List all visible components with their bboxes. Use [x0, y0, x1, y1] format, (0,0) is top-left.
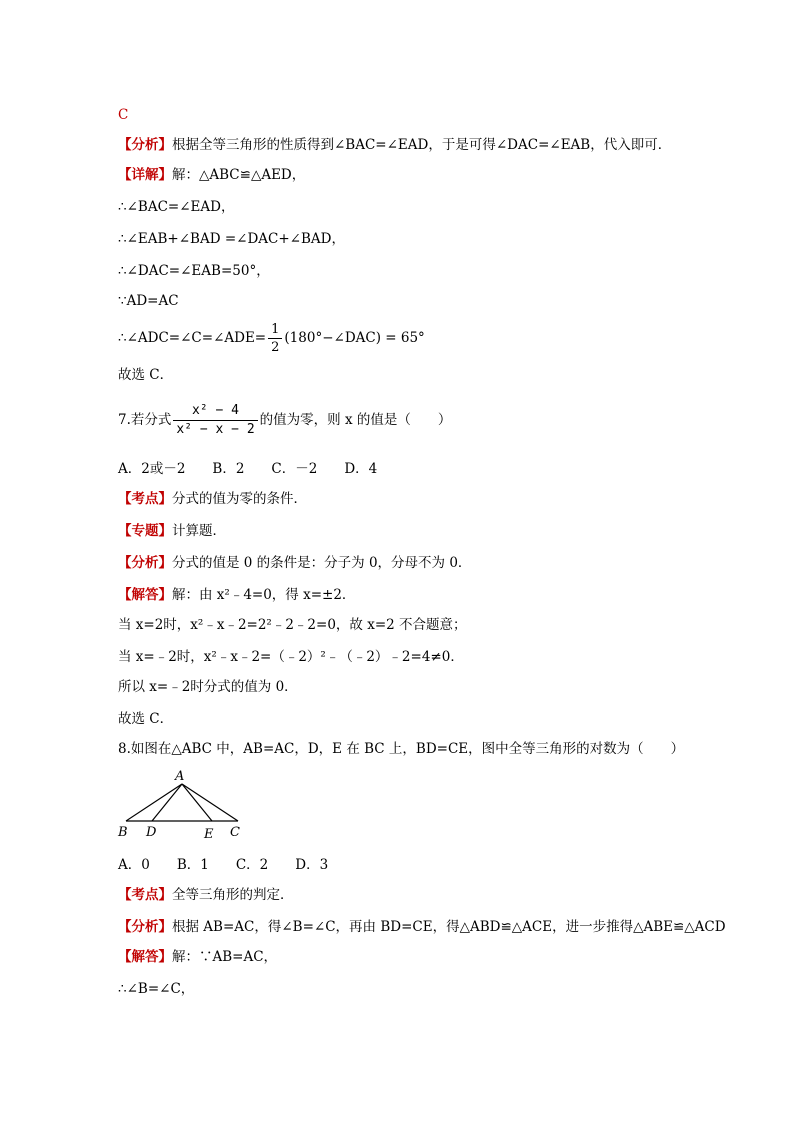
q7-question [118, 396, 451, 444]
q7-analysis [118, 554, 471, 572]
q7-fraction [173, 402, 257, 439]
answer-tag: 【解答】 [118, 587, 172, 603]
analysis-text: 分式的值是 0 的条件是：分子为 0，分母不为 0． [172, 555, 472, 571]
label-b: B [118, 825, 128, 840]
side-ac [182, 784, 238, 821]
q7-numerator: x² − 4 [173, 402, 257, 421]
detail-text: 解：△ABC≌△AED， [172, 167, 306, 183]
q7-denominator: x² − x − 2 [176, 422, 255, 437]
zhuanti-text: 计算题． [172, 523, 226, 539]
analysis-tag: 【分析】 [118, 137, 172, 153]
analysis-tag: 【分析】 [118, 555, 172, 571]
kaodian-tag: 【考点】 [118, 491, 172, 507]
label-d: D [146, 825, 157, 840]
q8-question: 8.如图在△ABC 中，AB=AC，D，E 在 BC 上，BD=CE，图中全等三角形的对数为（ ） [118, 741, 685, 757]
top-conclusion: 故选 C． [118, 367, 174, 383]
q8-analysis [118, 918, 726, 936]
step-3: ∴∠DAC=∠EAB=50°， [118, 263, 270, 279]
answer-text: 解：∵AB=AC， [172, 949, 278, 965]
q7-line-3: 所以 x=﹣2时分式的值为 0． [118, 679, 298, 695]
q7-answer [118, 586, 355, 604]
label-c: C [230, 825, 240, 840]
analysis-text: 根据 AB=AC，得∠B=∠C，再由 BD=CE，得△ABD≌△ACE，进一步推得△ABE≌△ACD [172, 919, 726, 935]
kaodian-text: 全等三角形的判定． [172, 887, 294, 903]
analysis-tag: 【分析】 [118, 919, 172, 935]
triangle-figure [114, 766, 254, 842]
q7-line-2: 当 x=﹣2时，x²﹣x﹣2=（﹣2）²﹣（﹣2）﹣2=4≠0． [118, 649, 464, 665]
q8-answer [118, 948, 277, 966]
step5-prefix: ∴∠ADC=∠C=∠ADE= [118, 330, 267, 346]
q7-line-1: 当 x=2时，x²﹣x﹣2=2²﹣2﹣2=0，故 x=2 不合题意； [118, 617, 467, 633]
analysis-text: 根据全等三角形的性质得到∠BAC=∠EAD，于是可得∠DAC=∠EAB，代入即可． [172, 137, 672, 153]
step-4: ∵AD=AC [118, 293, 179, 309]
q8-line-1: ∴∠B=∠C， [118, 981, 195, 997]
kaodian-tag: 【考点】 [118, 887, 172, 903]
q8-kaodian [118, 886, 294, 904]
step-5 [118, 318, 425, 358]
answer-letter: C [118, 107, 129, 123]
q7-kaodian [118, 490, 307, 508]
label-a: A [175, 769, 185, 784]
q7-prefix: 7.若分式 [118, 412, 172, 428]
step5-suffix: (180°−∠DAC) = 65° [284, 330, 425, 346]
half-denominator: 2 [271, 340, 280, 355]
half-numerator: 1 [268, 321, 282, 339]
half-fraction [268, 321, 282, 356]
kaodian-text: 分式的值为零的条件． [172, 491, 307, 507]
answer-tag: 【解答】 [118, 949, 172, 965]
q7-suffix: 的值为零，则 x 的值是（ ） [259, 412, 452, 428]
label-e: E [204, 827, 214, 842]
zhuanti-tag: 【专题】 [118, 523, 172, 539]
top-detail-line [118, 166, 305, 184]
step-1: ∴∠BAC=∠EAD， [118, 199, 235, 215]
segment-ae [182, 784, 212, 821]
q7-options: A．2或－2 B．2 C．－2 D．4 [118, 461, 378, 477]
q8-options: A．0 B．1 C．2 D．3 [118, 857, 329, 873]
answer-text: 解：由 x²﹣4=0，得 x=±2． [172, 587, 356, 603]
step-2: ∴∠EAB+∠BAD =∠DAC+∠BAD， [118, 231, 345, 247]
detail-tag: 【详解】 [118, 167, 172, 183]
top-analysis-line [118, 136, 671, 154]
q7-zhuanti [118, 522, 226, 540]
side-ab [126, 784, 182, 821]
q7-conclusion: 故选 C． [118, 711, 174, 727]
segment-ad [152, 784, 182, 821]
